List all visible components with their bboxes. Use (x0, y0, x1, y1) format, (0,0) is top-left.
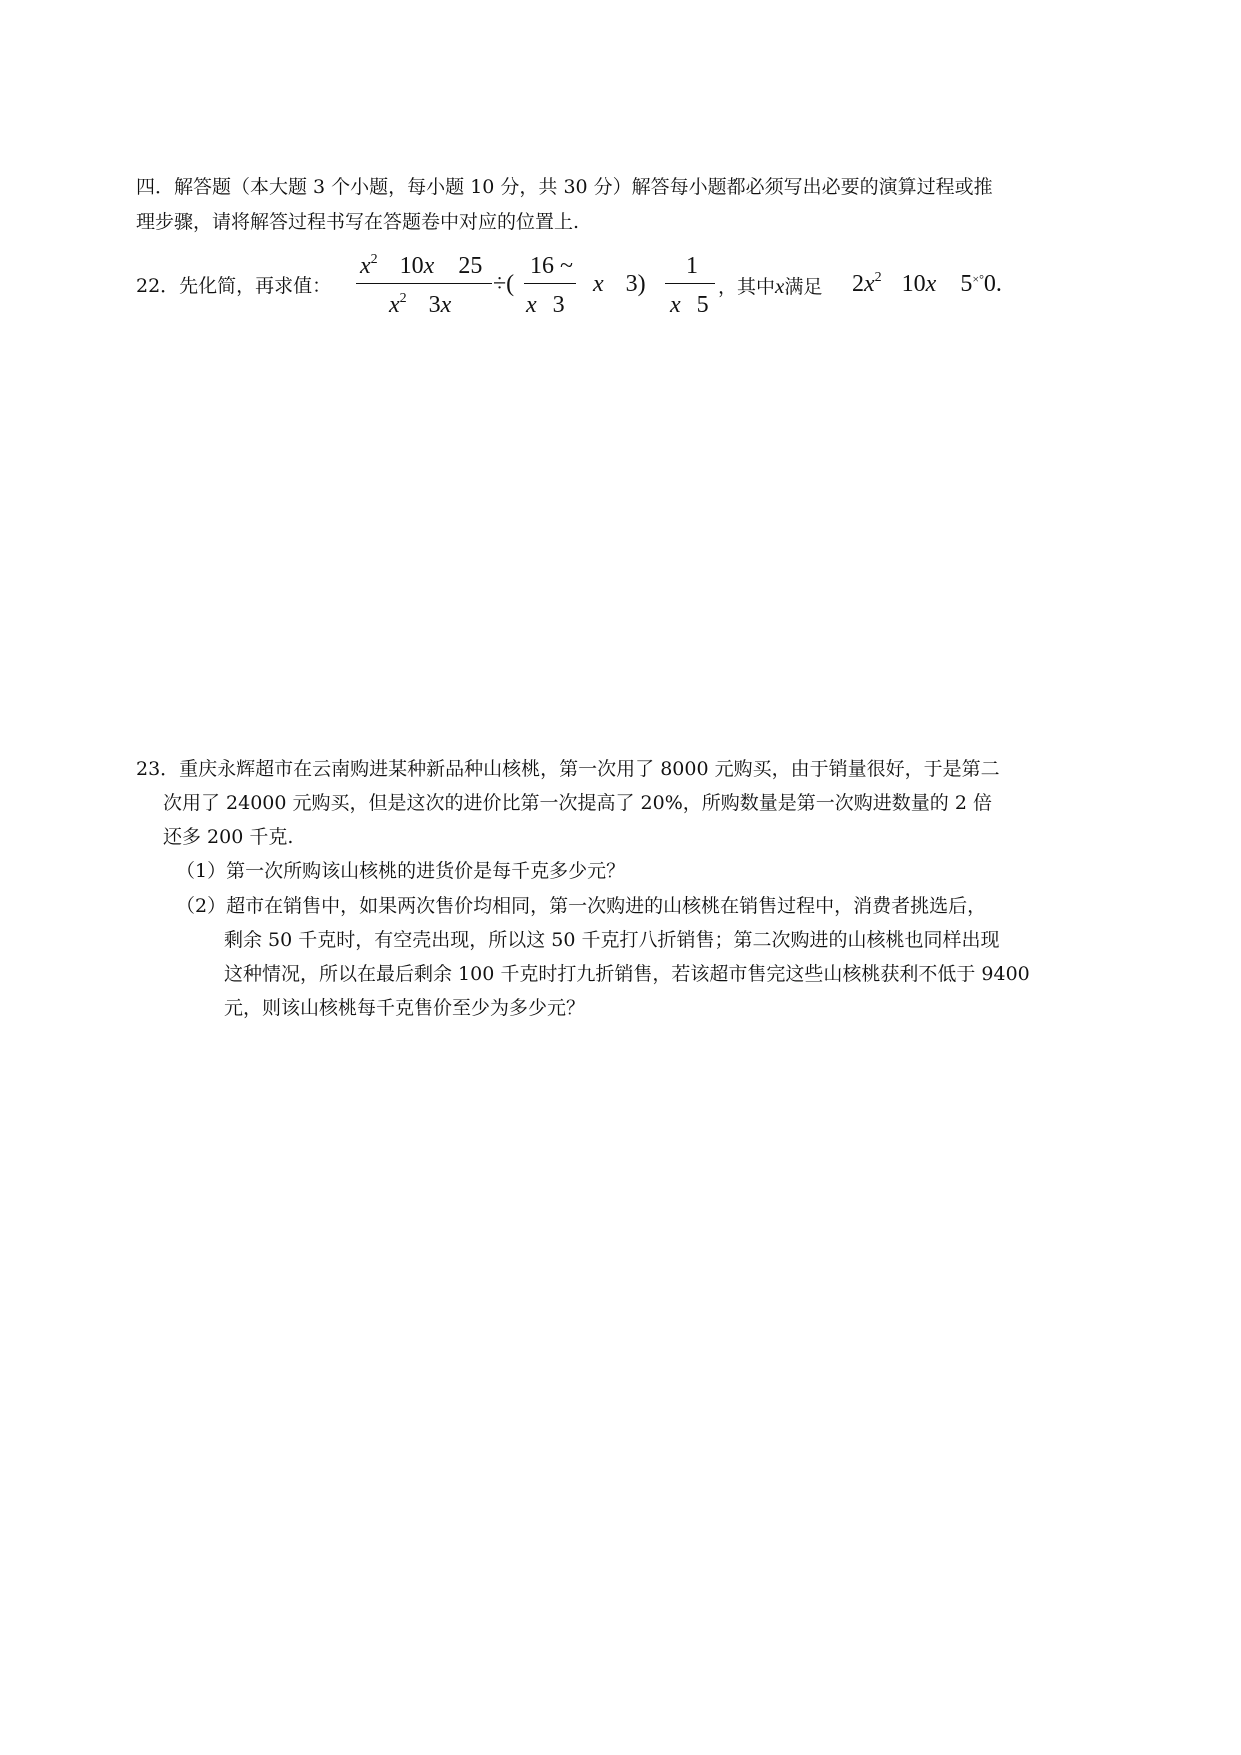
q22-condition-equation: $2x^2$ 10x 5×°0. (852, 270, 1002, 297)
q22-condition-text: ，其中x满足 (718, 274, 823, 298)
q23-sub1: （1）第一次所购该山核桃的进货价是每千克多少元？ (176, 860, 626, 882)
q22-frac3-denominator: x 5 (670, 292, 709, 318)
q23-sub2-line2: 剩余 50 千克时，有空壳出现，所以这 50 千克打八折销售；第二次购进的山核桃也同样出现 (224, 929, 1000, 951)
q22-frac3-numerator: 1 (686, 253, 698, 279)
section-heading-line2: 理步骤，请将解答过程书写在答题卷中对应的位置上. (136, 211, 580, 233)
q23-line1: 23．重庆永辉超市在云南购进某种新品种山核桃，第一次用了 8000 元购买，由于销量很好，于是第二 (136, 758, 1000, 780)
q22-frac2-numerator: 16 ~ (530, 253, 573, 279)
q22-frac1-numerator: $x^2$ 10x 25 (360, 252, 483, 279)
q22-frac1-bar (356, 283, 492, 284)
q23-sub2-line1: （2）超市在销售中，如果两次售价均相同，第一次购进的山核桃在销售过程中，消费者挑选后， (176, 895, 987, 917)
q23-line3: 还多 200 千克. (163, 826, 294, 848)
q22-label: 22．先化简，再求值： (136, 275, 332, 297)
section-heading-line1: 四．解答题（本大题 3 个小题，每小题 10 分，共 30 分）解答每小题都必须写出必要的演算过程或推 (136, 176, 993, 198)
q22-frac2-bar (524, 283, 576, 284)
q22-frac1-denominator: $x^2$ 3x (389, 291, 452, 318)
q22-frac2-denominator: x 3 (526, 292, 565, 318)
q23-line2: 次用了 24000 元购买，但是这次的进价比第一次提高了 20%，所购数量是第一次购进数量的 2 倍 (163, 792, 992, 814)
q22-frac3-bar (665, 283, 715, 284)
q23-sub2-line4: 元，则该山核桃每千克售价至少为多少元？ (224, 997, 586, 1019)
q22-middle-term: x 3) (593, 271, 646, 297)
q22-divide-sign: ÷( (493, 271, 515, 297)
q23-sub2-line3: 这种情况，所以在最后剩余 100 千克时打九折销售，若该超市售完这些山核桃获利不低于 9400 (224, 963, 1030, 985)
